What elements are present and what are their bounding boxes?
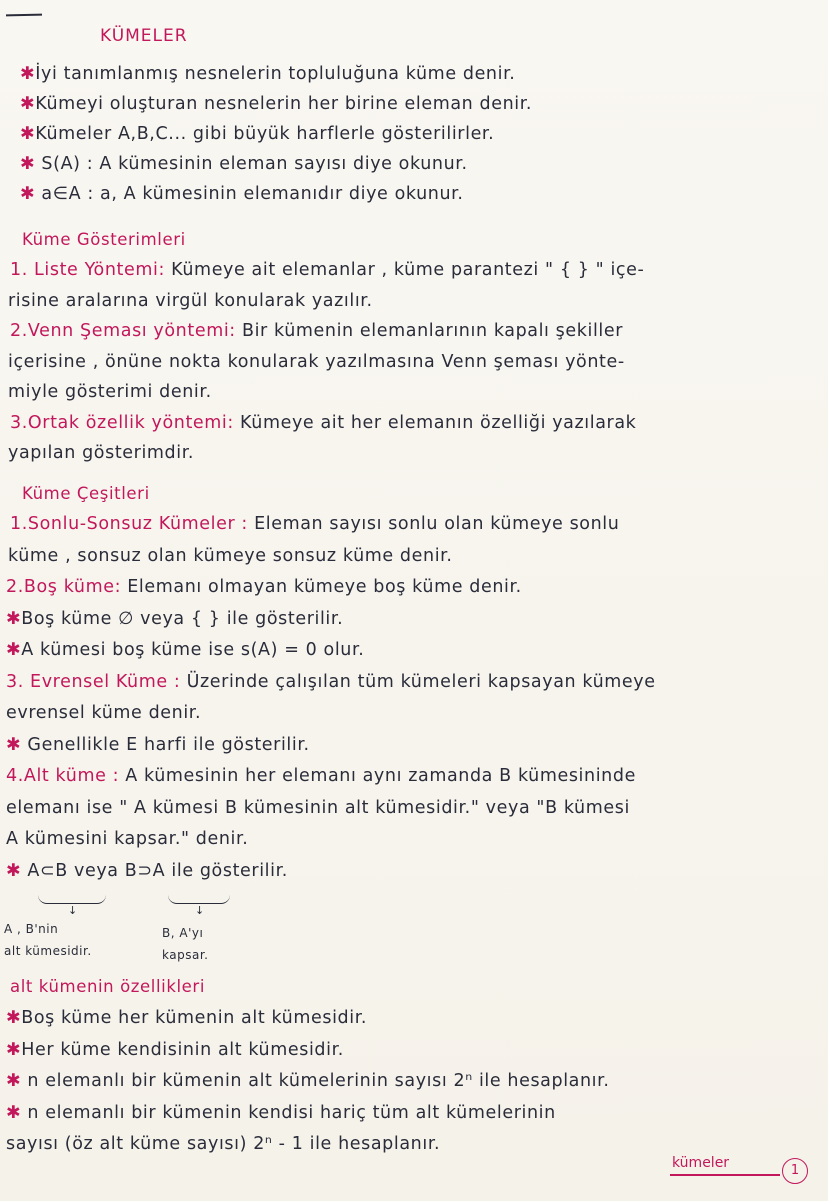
- text-line: [6, 764, 828, 788]
- text-line: [6, 1006, 828, 1030]
- star-bullet-icon: ✱: [20, 64, 36, 84]
- intro-line-3: [20, 122, 828, 146]
- text-line: [8, 441, 828, 465]
- star-bullet-icon: ✱: [20, 184, 36, 204]
- intro-text: Kümeyi oluşturan nesnelerin her birine eleman denir.: [35, 94, 533, 114]
- item-text: n elemanlı bir kümenin alt kümelerinin sayısı 2ⁿ ile hesaplanır.: [21, 1071, 610, 1091]
- text-line: [6, 1132, 828, 1156]
- text-line: [8, 350, 828, 374]
- item-text: Bir kümenin elemanlarının kapalı şekiller: [235, 321, 624, 341]
- item-text: Her küme kendisinin alt kümesidir.: [21, 1039, 344, 1060]
- footer-label: kümeler: [672, 1155, 730, 1171]
- text-line: [6, 607, 828, 631]
- star-bullet-icon: ✱: [6, 1008, 22, 1028]
- item-label: 4.Alt küme :: [6, 766, 120, 786]
- item-text: Boş küme ∅ veya { } ile gösterilir.: [21, 608, 344, 629]
- item-text: risine aralarına virgül konularak yazılır.: [8, 290, 373, 311]
- note-left-1: A , B'nin: [4, 922, 59, 936]
- text-line: [6, 638, 828, 662]
- item-text: küme , sonsuz olan kümeye sonsuz küme denir.: [8, 545, 453, 566]
- star-bullet-icon: ✱: [6, 1102, 22, 1123]
- intro-line-1: [20, 62, 828, 86]
- item-text: Genellikle E harfi ile gösterilir.: [21, 734, 310, 755]
- text-line: [6, 1069, 828, 1093]
- item-label: 2.Boş küme:: [6, 577, 122, 597]
- intro-text: Kümeler A,B,C... gibi büyük harflerle gösterilirler.: [35, 124, 495, 144]
- item-text: Kümeye ait her elemanın özelliği yazılarak: [233, 412, 637, 433]
- intro-line-4: [20, 152, 828, 176]
- item-label: 1.Sonlu-Sonsuz Kümeler :: [10, 514, 248, 534]
- star-bullet-icon: ✱: [6, 1071, 22, 1091]
- intro-line-2: [20, 92, 828, 116]
- text-line: [8, 544, 828, 568]
- star-bullet-icon: ✱: [20, 154, 36, 174]
- star-bullet-icon: ✱: [6, 640, 22, 660]
- star-bullet-icon: ✱: [6, 734, 22, 755]
- item-text: sayısı (öz alt küme sayısı) 2ⁿ - 1 ile hesaplanır.: [6, 1134, 441, 1154]
- text-line: [10, 512, 828, 536]
- page-number: 1: [782, 1158, 808, 1184]
- star-bullet-icon: ✱: [6, 860, 22, 881]
- note-right-2: kapsar.: [162, 948, 209, 962]
- text-line: [6, 733, 828, 757]
- brace-left: [38, 895, 106, 904]
- star-bullet-icon: ✱: [6, 1039, 22, 1060]
- item-label: 1. Liste Yöntemi:: [10, 260, 165, 280]
- text-line: [10, 258, 828, 282]
- item-text: içerisine , önüne nokta konularak yazılmasına Venn şeması yönte-: [8, 351, 625, 372]
- item-text: yapılan gösterimdir.: [8, 443, 195, 463]
- arrow-down-icon: ↓: [68, 904, 78, 917]
- star-bullet-icon: ✱: [20, 124, 36, 144]
- item-text: Elemanı olmayan kümeye boş küme denir.: [121, 577, 522, 597]
- intro-text: a∈A : a, A kümesinin elemanıdır diye okunur.: [35, 184, 464, 204]
- item-label: 3. Evrensel Küme :: [6, 671, 181, 692]
- text-line: [6, 859, 828, 883]
- text-line: [6, 1101, 828, 1125]
- item-text: A kümesi boş küme ise s(A) = 0 olur.: [21, 640, 365, 660]
- item-text: n elemanlı bir kümenin kendisi hariç tüm alt kümelerinin: [21, 1102, 556, 1123]
- item-label: 2.Venn Şeması yöntemi:: [10, 321, 236, 341]
- item-text: A kümesinin her elemanı aynı zamanda B kümesininde: [119, 766, 636, 786]
- text-line: [6, 1038, 828, 1062]
- item-text: Boş küme her kümenin alt kümesidir.: [21, 1008, 368, 1028]
- footer-underline: [670, 1174, 780, 1176]
- item-text: miyle gösterimi denir.: [8, 382, 212, 402]
- intro-line-5: [20, 182, 828, 206]
- item-text: evrensel küme denir.: [6, 703, 202, 723]
- item-label: 3.Ortak özellik yöntemi:: [10, 412, 234, 433]
- intro-text: İyi tanımlanmış nesnelerin topluluğuna küme denir.: [35, 64, 516, 84]
- star-bullet-icon: ✱: [6, 608, 22, 629]
- text-line: [10, 319, 828, 343]
- item-text: Üzerinde çalışılan tüm kümeleri kapsayan kümeye: [180, 671, 656, 692]
- section-heading-subset-properties: alt kümenin özellikleri: [10, 977, 206, 996]
- text-line: [10, 411, 828, 435]
- item-text: A kümesini kapsar." denir.: [6, 829, 249, 849]
- top-dash: [6, 14, 42, 17]
- intro-text: S(A) : A kümesinin eleman sayısı diye okunur.: [35, 154, 468, 174]
- item-text: Eleman sayısı sonlu olan kümeye sonlu: [247, 514, 620, 534]
- text-line: [6, 796, 828, 820]
- arrow-down-icon: ↓: [195, 904, 205, 917]
- page-title: KÜMELER: [100, 26, 188, 46]
- text-line: [8, 380, 828, 404]
- item-text: Kümeye ait elemanlar , küme parantezi " { } " içe-: [164, 260, 645, 280]
- star-bullet-icon: ✱: [20, 94, 36, 114]
- note-left-2: alt kümesidir.: [4, 944, 92, 958]
- text-line: [8, 289, 828, 313]
- section-heading-types: Küme Çeşitleri: [22, 484, 150, 503]
- brace-right: [168, 895, 230, 904]
- item-text: A⊂B veya B⊃A ile gösterilir.: [21, 860, 288, 881]
- text-line: [6, 701, 828, 725]
- item-text: elemanı ise " A kümesi B kümesinin alt kümesidir." veya "B kümesi: [6, 797, 630, 818]
- text-line: [6, 670, 828, 694]
- note-right-1: B, A'yı: [162, 926, 204, 940]
- text-line: [6, 827, 828, 851]
- text-line: [6, 575, 828, 599]
- section-heading-representations: Küme Gösterimleri: [22, 230, 186, 249]
